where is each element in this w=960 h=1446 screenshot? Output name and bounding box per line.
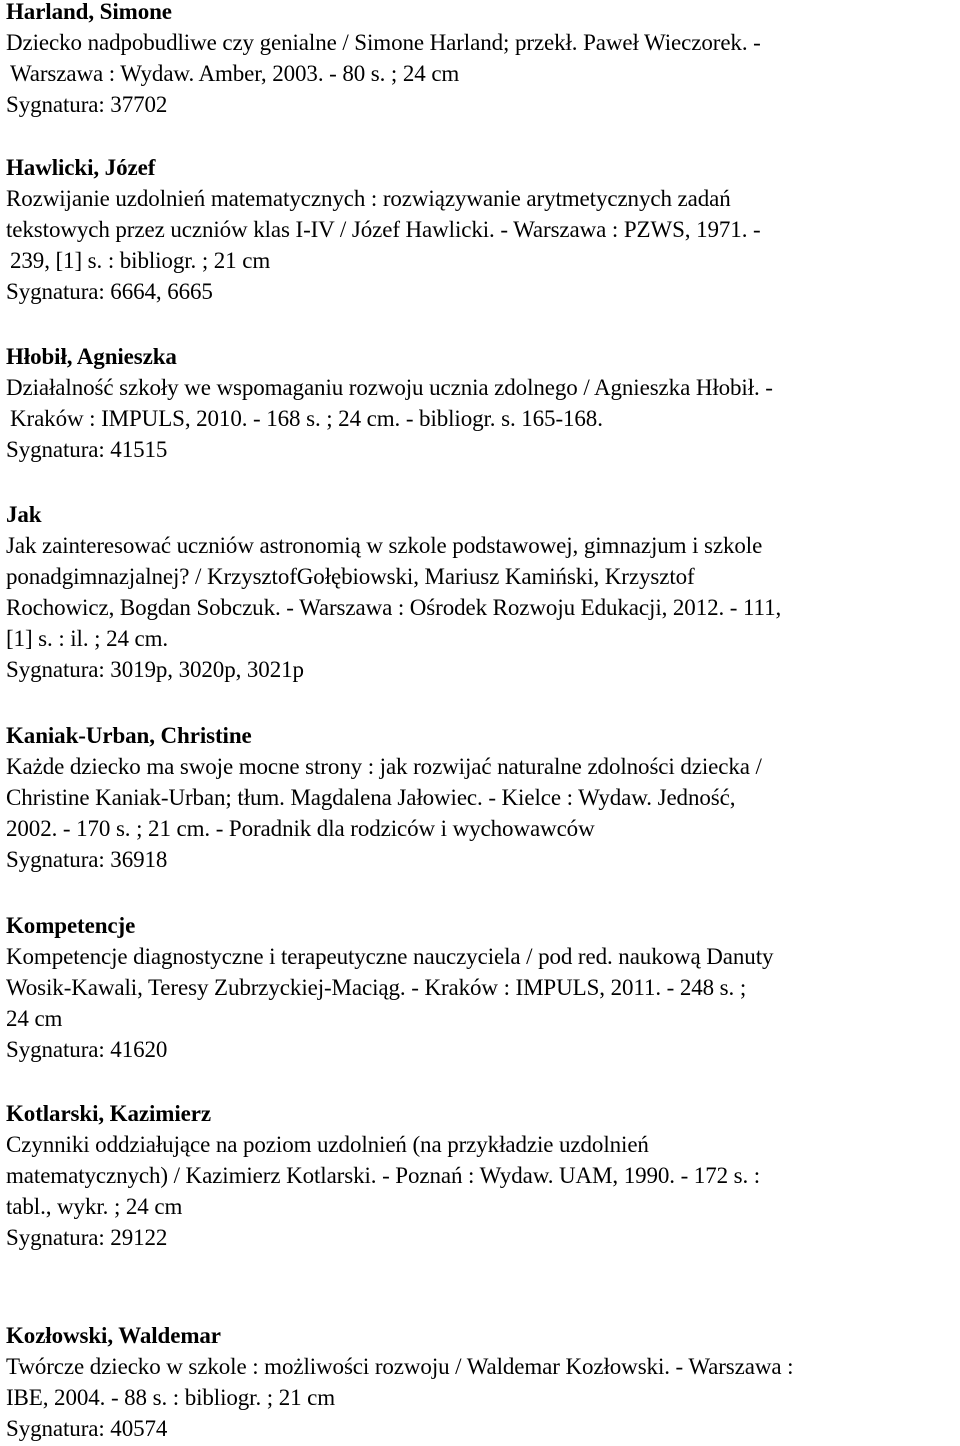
entry-description: IBE, 2004. - 88 s. : bibliogr. ; 21 cm: [6, 1385, 336, 1410]
catalog-entry: [6, 152, 956, 307]
entry-description: Każde dziecko ma swoje mocne strony : jak rozwijać naturalne zdolności dziecka /: [6, 754, 762, 779]
entry-signature: Sygnatura: 40574: [6, 1416, 168, 1441]
entry-heading: Kaniak-Urban, Christine: [6, 723, 252, 748]
entry-description: Działalność szkoły we wspomaganiu rozwoju ucznia zdolnego / Agnieszka Hłobił. -: [6, 375, 773, 400]
entry-description: Wosik-Kawali, Teresy Zubrzyckiej-Maciąg. - Kraków : IMPULS, 2011. - 248 s. ;: [6, 975, 747, 1000]
entry-description: Twórcze dziecko w szkole : możliwości rozwoju / Waldemar Kozłowski. - Warszawa :: [6, 1354, 794, 1379]
entry-signature: Sygnatura: 6664, 6665: [6, 279, 213, 304]
entry-description: Kraków : IMPULS, 2010. - 168 s. ; 24 cm. - bibliogr. s. 165-168.: [10, 406, 603, 431]
entry-description: Rochowicz, Bogdan Sobczuk. - Warszawa : Ośrodek Rozwoju Edukacji, 2012. - 111,: [6, 595, 782, 620]
entry-description: matematycznych) / Kazimierz Kotlarski. - Poznań : Wydaw. UAM, 1990. - 172 s. :: [6, 1163, 761, 1188]
catalog-entry: [6, 341, 956, 465]
entry-description: Christine Kaniak-Urban; tłum. Magdalena Jałowiec. - Kielce : Wydaw. Jedność,: [6, 785, 736, 810]
entry-heading: Kotlarski, Kazimierz: [6, 1101, 211, 1126]
catalog-entry: [6, 499, 956, 685]
entry-description: tabl., wykr. ; 24 cm: [6, 1194, 183, 1219]
entry-description: 239, [1] s. : bibliogr. ; 21 cm: [10, 248, 271, 273]
entry-description: ponadgimnazjalnej? / KrzysztofGołębiowski, Mariusz Kamiński, Krzysztof: [6, 564, 695, 589]
entry-heading: Kompetencje: [6, 913, 136, 938]
entry-heading: Harland, Simone: [6, 0, 172, 24]
entry-signature: Sygnatura: 3019p, 3020p, 3021p: [6, 657, 304, 682]
catalog-entry: [6, 720, 956, 875]
catalog-entry: [6, 910, 956, 1065]
entry-description: 2002. - 170 s. ; 21 cm. - Poradnik dla rodziców i wychowawców: [6, 816, 595, 841]
entry-description: tekstowych przez uczniów klas I-IV / Józef Hawlicki. - Warszawa : PZWS, 1971. -: [6, 217, 761, 242]
entry-signature: Sygnatura: 37702: [6, 92, 168, 117]
entry-description: Dziecko nadpobudliwe czy genialne / Simone Harland; przekł. Paweł Wieczorek. -: [6, 30, 761, 55]
entry-heading: Jak: [6, 502, 42, 527]
entry-signature: Sygnatura: 29122: [6, 1225, 168, 1250]
entry-heading: Hłobił, Agnieszka: [6, 344, 177, 369]
entry-description: Warszawa : Wydaw. Amber, 2003. - 80 s. ; 24 cm: [10, 61, 460, 86]
catalog-entry: [6, 1098, 956, 1253]
entry-signature: Sygnatura: 41515: [6, 437, 168, 462]
entry-description: 24 cm: [6, 1006, 63, 1031]
entry-signature: Sygnatura: 36918: [6, 847, 168, 872]
entry-description: Jak zainteresować uczniów astronomią w szkole podstawowej, gimnazjum i szkole: [6, 533, 763, 558]
entry-description: Czynniki oddziałujące na poziom uzdolnień (na przykładzie uzdolnień: [6, 1132, 649, 1157]
entry-description: [1] s. : il. ; 24 cm.: [6, 626, 169, 651]
catalog-entry: [6, 1320, 956, 1444]
entry-description: Kompetencje diagnostyczne i terapeutyczne nauczyciela / pod red. naukową Danuty: [6, 944, 774, 969]
catalog-entry: [6, 0, 956, 120]
entry-heading: Kozłowski, Waldemar: [6, 1323, 221, 1348]
entry-heading: Hawlicki, Józef: [6, 155, 156, 180]
entry-description: Rozwijanie uzdolnień matematycznych : rozwiązywanie arytmetycznych zadań: [6, 186, 731, 211]
entry-signature: Sygnatura: 41620: [6, 1037, 168, 1062]
